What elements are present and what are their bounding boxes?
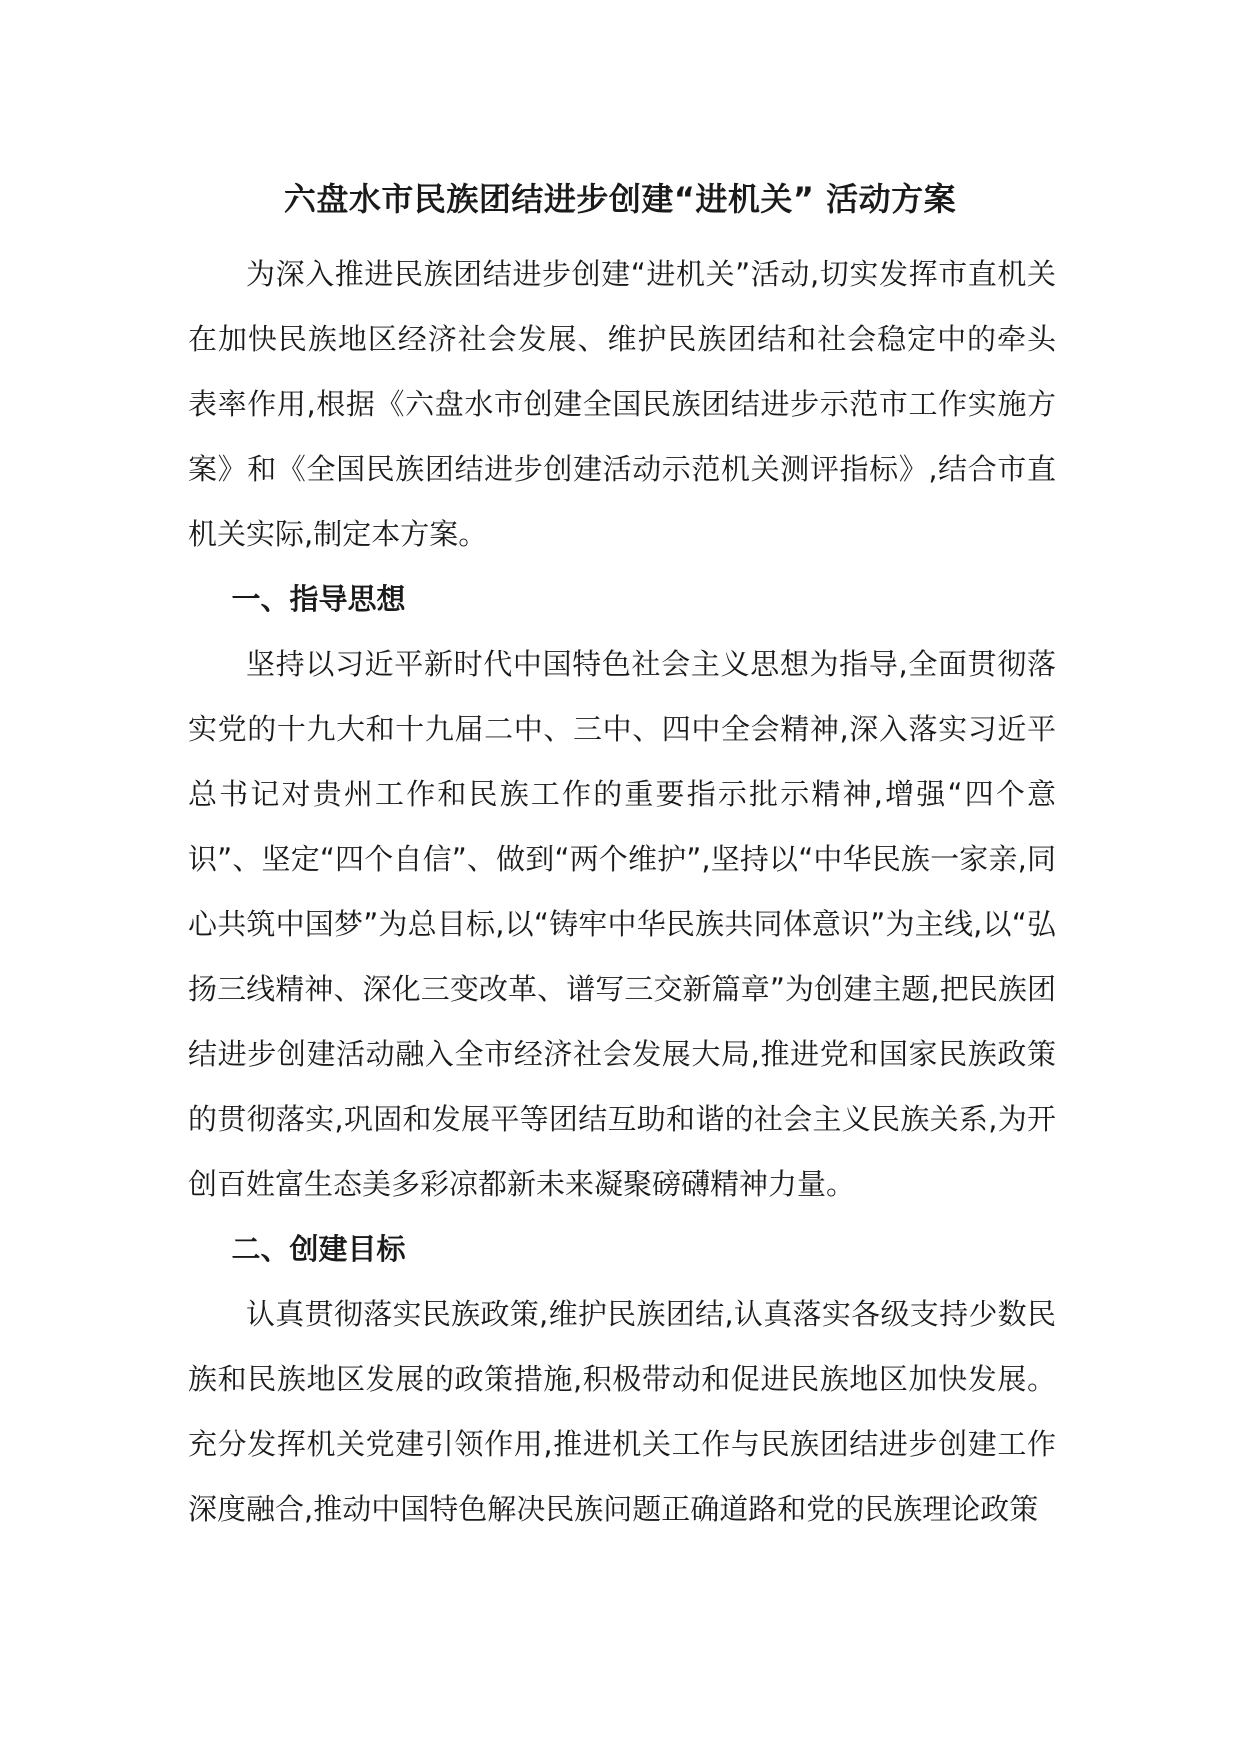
section-heading-creation-goals: 二、创建目标 (231, 1232, 406, 1266)
section-paragraph-creation-goals: 认真贯彻落实民族政策,维护民族团结,认真落实各级支持少数民族和民族地区发展的政策措施,积极带动和促进民族地区加快发展。充分发挥机关党建引领作用,推进机关工作与民族团结进步创建工作深度融合,推动中国特色解决民族问题正确道路和党的民族理论政策 (188, 1297, 1056, 1526)
document-body (188, 242, 1056, 1542)
document-title: 六盘水市民族团结进步创建“进机关” 活动方案 (283, 180, 957, 218)
section-paragraph-guiding-ideology: 坚持以习近平新时代中国特色社会主义思想为指导,全面贯彻落实党的十九大和十九届二中、三中、四中全会精神,深入落实习近平总书记对贵州工作和民族工作的重要指示批示精神,增强“四个意识”、坚定“四个自信”、做到“两个维护”,坚持以“中华民族一家亲,同心共筑中国梦”为总目标,以“铸牢中华民族共同体意识”为主线,以“弘扬三线精神、深化三变改革、谱写三交新篇章”为创建主题,把民族团结进步创建活动融入全市经济社会发展大局,推进党和国家民族政策的贯彻落实,巩固和发展平等团结互助和谐的社会主义民族关系,为开创百姓富生态美多彩凉都新未来凝聚磅礴精神力量。 (188, 647, 1056, 1201)
section-heading-guiding-ideology: 一、指导思想 (231, 582, 406, 616)
intro-paragraph: 为深入推进民族团结进步创建“进机关”活动,切实发挥市直机关在加快民族地区经济社会发展、维护民族团结和社会稳定中的牵头表率作用,根据《六盘水市创建全国民族团结进步示范市工作实施方案》和《全国民族团结进步创建活动示范机关测评指标》,结合市直机关实际,制定本方案。 (188, 257, 1056, 551)
